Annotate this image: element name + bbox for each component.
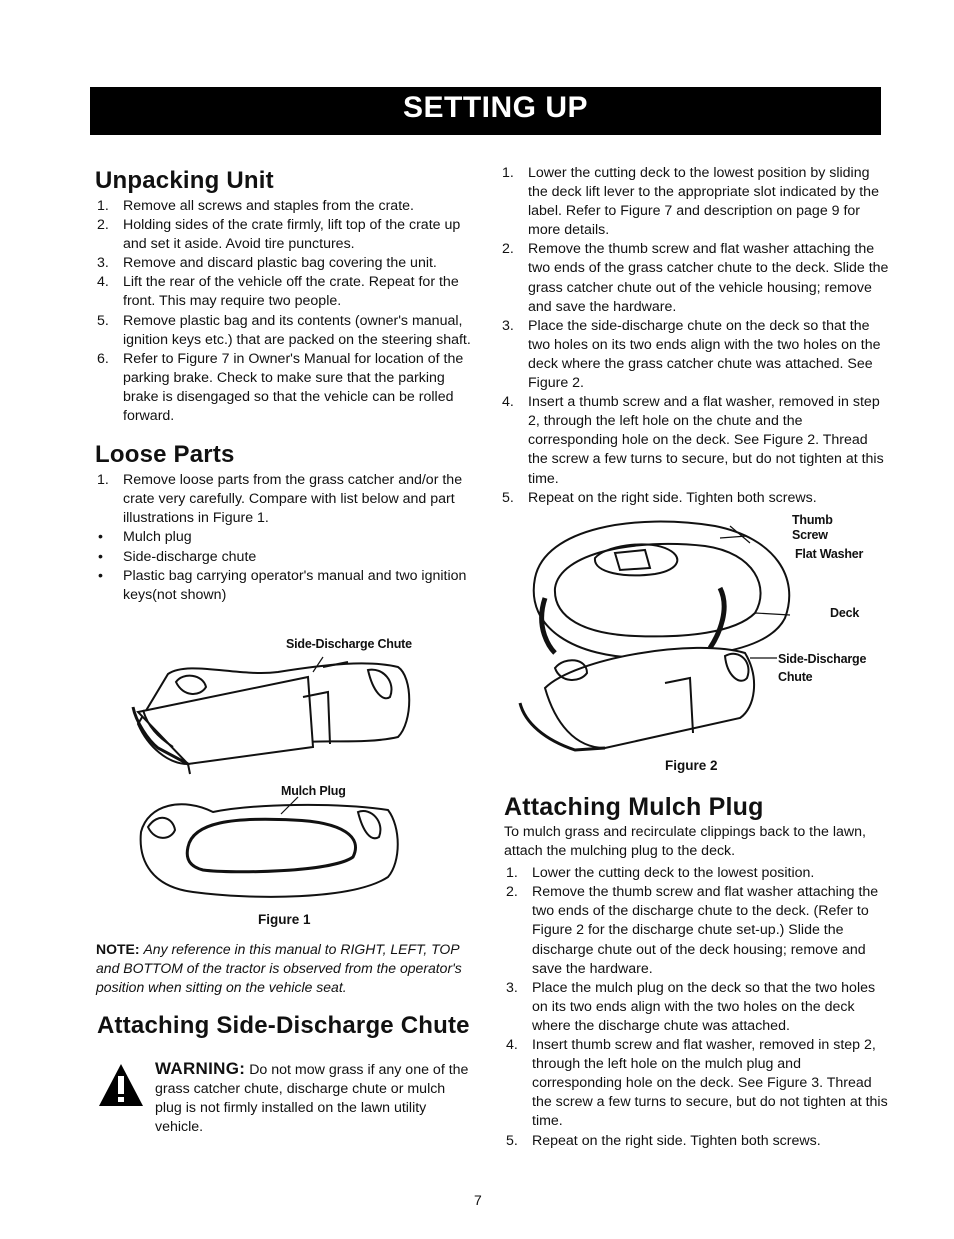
bullet-item: • Side-discharge chute — [98, 548, 257, 565]
list-item: 6. Refer to Figure 7 in Owner's Manual for location of the parking brake. Check to make sure that the parking brake is disengaged so that the vehicle can be rolled forward. — [97, 350, 464, 425]
list-item: 1. Lower the cutting deck to the lowest position by sliding the deck lift lever to the appropriate slot indicated by the label. Refer to Figure 7 and description on page 9 for more details. — [502, 165, 879, 239]
list-item: 3. Place the side-discharge chute on the deck so that the two holes on its two ends align with the two holes on the deck where the grass catcher chute was attached. See Figure 2. — [502, 317, 881, 392]
list-item: 4. Lift the rear of the vehicle off the crate. Repeat for the front. This may require two people. — [97, 274, 459, 310]
side-discharge-steps — [500, 164, 890, 508]
warning-text: Do not mow grass if any one of the grass catcher chute, discharge chute or mulch plug is not firmly installed on the lawn utility vehicle. — [155, 1062, 469, 1135]
right-column — [500, 164, 890, 508]
loose-parts-bullets — [95, 528, 480, 604]
mulch-plug-callout: Mulch Plug — [281, 784, 346, 798]
side-discharge-chute-illustration — [128, 652, 418, 777]
warning-triangle-icon — [97, 1062, 145, 1108]
flat-washer-callout: Flat Washer — [795, 547, 864, 561]
bullet-item: • Mulch plug — [98, 529, 192, 546]
mulch-plug-illustration — [133, 792, 403, 904]
list-item: 1. Lower the cutting deck to the lowest position. — [506, 865, 815, 882]
deck-callout: Deck — [830, 606, 860, 620]
unpacking-heading: Unpacking Unit — [95, 167, 274, 194]
list-item: 3. Remove and discard plastic bag covering the unit. — [97, 255, 437, 272]
thumb-callout: Thumb — [792, 513, 833, 527]
page-number: 7 — [474, 1192, 482, 1208]
loose-parts-list — [95, 471, 480, 528]
list-item: 5. Repeat on the right side. Tighten both screws. — [502, 489, 817, 506]
figure-2-caption: Figure 2 — [665, 758, 718, 773]
mulch-plug-intro: To mulch grass and recirculate clippings back to the lawn, attach the mulching plug to the deck. — [504, 824, 866, 860]
list-item: 3. Place the mulch plug on the deck so that the two holes on its two ends align with the two holes on the deck where the discharge chute was attached. — [506, 979, 876, 1034]
list-item: 4. Insert thumb screw and flat washer, removed in step 2, through the left hole on the mulch plug and corresponding hole on the deck. See Figure 3. Thread the screw a few turns to secure, but do not tighten at this time. — [506, 1037, 888, 1130]
bullet-item: • Plastic bag carrying operator's manual and two ignition keys(not shown) — [98, 567, 467, 603]
list-item: 2. Remove the thumb screw and flat washer attaching the two ends of the discharge chute to the deck. (Refer to Figure 2 for the discharge chute set-up.) Slide the discharge chute out of the deck housing; remove and save the hardware. — [506, 884, 879, 977]
warning-text-block — [155, 1059, 473, 1137]
section-title: SETTING UP — [403, 91, 589, 124]
list-item: 4. Insert a thumb screw and a flat washer, removed in step 2, through the left hole on the chute and the corresponding hole on the deck. See Figure 2. Thread the screw a few turns to secure, but do not tighten at this time. — [502, 394, 884, 487]
side-discharge-callout: Side-Discharge — [778, 652, 867, 666]
mulch-plug-heading: Attaching Mulch Plug — [504, 793, 764, 821]
list-item: 5. Repeat on the right side. Tighten both screws. — [506, 1132, 821, 1149]
warning-label: WARNING: — [155, 1059, 246, 1078]
mulch-plug-steps — [504, 864, 890, 1150]
loose-parts-heading: Loose Parts — [95, 441, 235, 469]
note-text: Any reference in this manual to RIGHT, LEFT, TOP and BOTTOM of the tractor is observed from the operator's position when sitting on the vehicle seat. — [96, 941, 462, 995]
screw-callout: Screw — [792, 528, 828, 542]
figure-1-caption: Figure 1 — [258, 912, 311, 927]
list-item: 2. Remove the thumb screw and flat washer attaching the two ends of the grass catcher chute to the deck. Slide the grass catcher chute out of the vehicle housing; remove and save the hardware. — [502, 241, 889, 315]
left-column — [95, 166, 480, 605]
chute-callout: Chute — [778, 670, 813, 684]
list-item: 1. Remove loose parts from the grass catcher and/or the crate very carefully. Compare with list below and part illustrations in Figure 1. — [97, 472, 463, 527]
side-discharge-heading: Attaching Side-Discharge Chute — [97, 1012, 470, 1039]
unpacking-list — [95, 197, 480, 426]
mulch-plug-section — [504, 791, 890, 1151]
section-banner — [90, 87, 881, 135]
list-item: 5. Remove plastic bag and its contents (owner's manual, ignition keys etc.) that are packed on the steering shaft. — [97, 312, 471, 348]
note-block — [96, 940, 481, 997]
deck-chute-illustration — [515, 508, 795, 756]
list-item: 1. Remove all screws and staples from the crate. — [97, 198, 414, 214]
note-label: NOTE: — [96, 941, 140, 957]
side-discharge-chute-callout: Side-Discharge Chute — [286, 637, 412, 651]
list-item: 2. Holding sides of the crate firmly, lift top of the crate up and set it aside. Avoid tire punctures. — [97, 217, 461, 253]
